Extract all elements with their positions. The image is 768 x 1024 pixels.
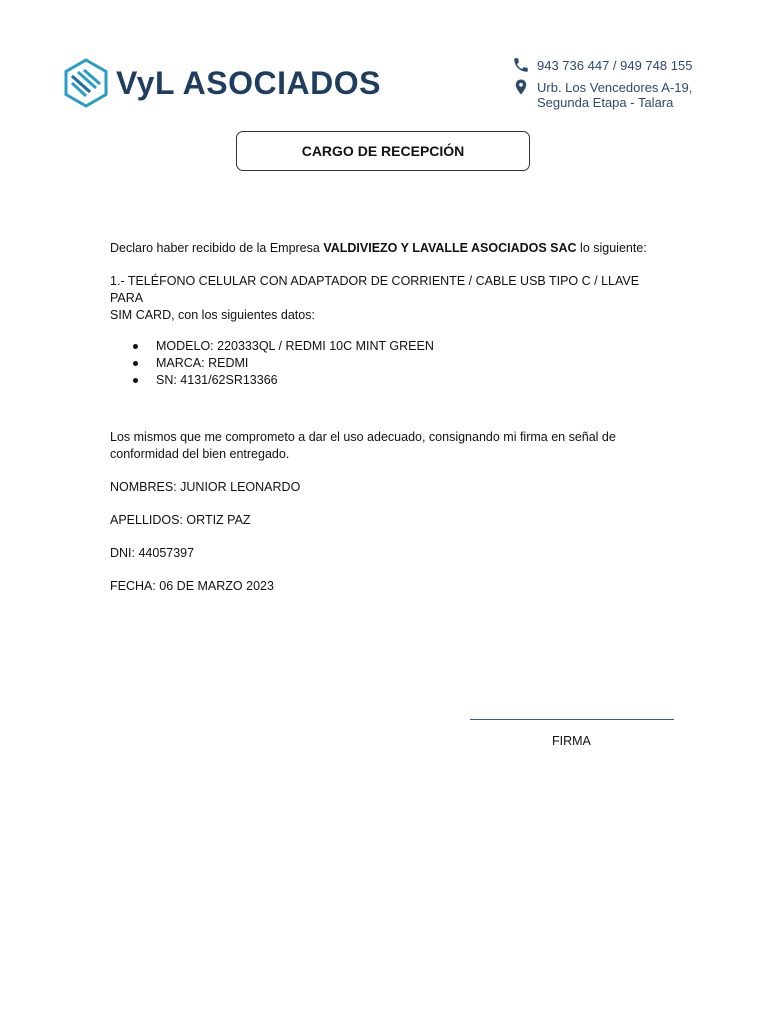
address-row — [512, 78, 692, 110]
address-line-2: Segunda Etapa - Talara — [537, 95, 674, 110]
list-item: SN: 4131/62SR13366 — [110, 372, 650, 389]
logo-mark-icon — [64, 58, 108, 108]
document-title: CARGO DE RECEPCIÓN — [236, 131, 530, 171]
device-details-list — [110, 338, 650, 389]
declaration-line: Declaro haber recibido de la Empresa VALDIVIEZO Y LAVALLE ASOCIADOS SAC lo siguiente: — [110, 241, 647, 255]
list-item: MODELO: 220333QL / REDMI 10C MINT GREEN — [110, 338, 650, 355]
signature-label: FIRMA — [552, 734, 591, 748]
address-line-1: Urb. Los Vencedores A-19, — [537, 80, 693, 95]
phone-number: 943 736 447 / 949 748 155 — [537, 58, 693, 73]
apellidos-field: APELLIDOS: ORTIZ PAZ — [110, 513, 251, 527]
company-name: VALDIVIEZO Y LAVALLE ASOCIADOS SAC — [323, 241, 577, 255]
list-item: MARCA: REDMI — [110, 355, 650, 372]
commitment-line-2: conformidad del bien entregado. — [110, 447, 290, 461]
item-line-1: 1.- TELÉFONO CELULAR CON ADAPTADOR DE CORRIENTE / CABLE USB TIPO C / LLAVE PARA — [110, 274, 640, 305]
dni-field: DNI: 44057397 — [110, 546, 195, 560]
signature-line — [470, 719, 674, 720]
fecha-field: FECHA: 06 DE MARZO 2023 — [110, 579, 274, 593]
phone-icon — [512, 56, 530, 74]
nombres-field: NOMBRES: JUNIOR LEONARDO — [110, 480, 301, 494]
phone-row — [512, 56, 692, 76]
document-body — [110, 240, 650, 595]
commitment-line-1: Los mismos que me comprometo a dar el uso adecuado, consignando mi firma en señal de — [110, 430, 616, 444]
item-line-2: SIM CARD, con los siguientes datos: — [110, 308, 315, 322]
logo-text: VyL ASOCIADOS — [116, 65, 381, 101]
contact-block — [512, 56, 692, 110]
company-logo — [64, 58, 381, 108]
location-pin-icon — [512, 78, 530, 96]
